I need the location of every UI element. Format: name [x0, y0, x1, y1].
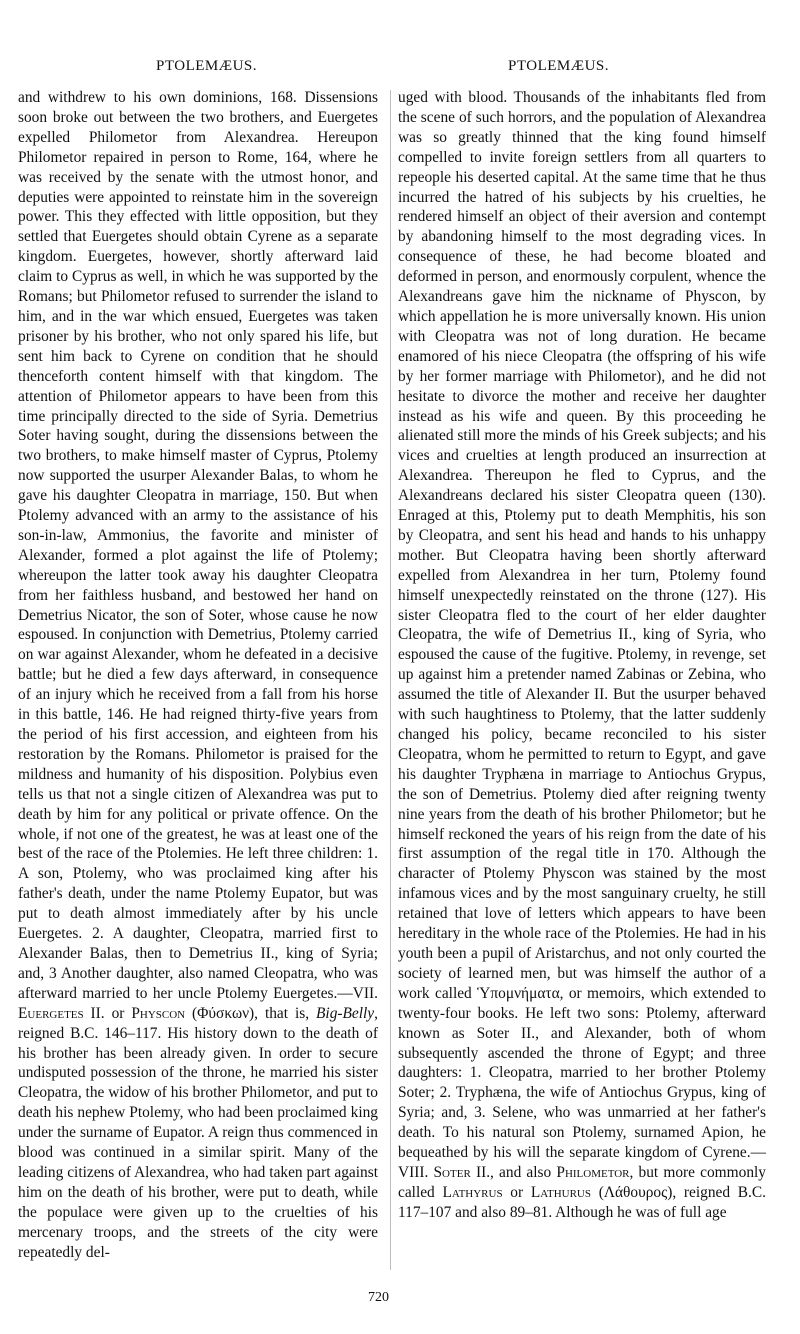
running-head-right: PTOLEMÆUS. — [508, 58, 609, 74]
body-text: or — [502, 1183, 531, 1201]
small-caps-name: Euergetes — [18, 1004, 84, 1022]
greek-title: Ὑπομνήματα — [477, 984, 560, 1002]
page-number: 720 — [368, 1290, 389, 1305]
entry-paragraph — [18, 88, 378, 1262]
column-divider — [390, 90, 391, 1270]
body-text: , reigned B.C. 146–117. His history down to the death of his brother has been already given. In order to secure undisputed possession of the throne, he married his sister Cleopatra, the widow of his brother Philometor, and put to death his nephew Ptolemy, who had been proclaimed king under the surname of Eupator. A reign thus commenced in blood was continued in a similar spirit. Many of the leading citizens of Alexandrea, who had taken part against him on the death of his brother, were put to death, while the populace were given up to the cruelties of his mercenary troops, and the streets of the city were repeatedly del- — [18, 1004, 378, 1261]
running-head-left: PTOLEMÆUS. — [156, 58, 257, 74]
small-caps-name: Lathurus — [530, 1183, 591, 1201]
body-text: II. or — [83, 1004, 132, 1022]
body-text: and withdrew to his own dominions, 168. Dissensions soon broke out between the two brothers, and Euergetes expelled Philometor from Alexandrea. Hereupon Philometor repaired in person to Rome, 164, where he was received by the senate with the utmost honor, and deputies were appointed to reinstate him in the sovereign power. This they effected with little opposition, but they settled that Euergetes should obtain Cyrene as a separate kingdom. Euergetes, however, shortly afterward laid claim to Cyprus as well, in which he was supported by the Romans; but Philometor refused to surrender the island to him, and in the war which ensued, Euergetes was taken prisoner by his brother, who not only spared his life, but sent him back to Cyrene on condition that he should thenceforth content himself with that kingdom. The attention of Philometor appears to have been from this time principally directed to the side of Syria. Demetrius Soter having sought, during the dissensions between the two brothers, to make himself master of Cyprus, Ptolemy now supported the usurper Alexander Balas, to whom he gave his daughter Cleopatra in marriage, 150. But when Ptolemy advanced with an army to the assistance of his son-in-law, Ammonius, the favorite and minister of Alexander, formed a plot against the life of Ptolemy; whereupon the latter took away his daughter Cleopatra from her faithless husband, and bestowed her hand on Demetrius Nicator, the son of Soter, whose cause he now espoused. In conjunction with Demetrius, Ptolemy carried on war against Alexander, whom he defeated in a decisive battle; but he died a few days afterward, in consequence of an injury which he received from a fall from his horse in this battle, 146. He had reigned thirty-five years from the period of his first accession, and eighteen from his restoration by the Romans. Philometor is praised for the mildness and humanity of his disposition. Polybius even tells us that not a single citizen of Alexandrea was put to death by him for any political or private offence. On the whole, if not one of the greatest, he was at least one of the best of the race of the Ptolemies. He left three children: 1. A son, Ptolemy, who was proclaimed king after his father's death, under the name Ptolemy Eupator, but was put to death almost immediately after by his uncle Euergetes. 2. A daughter, Cleopatra, married first to Alexander Balas, then to Demetrius II., king of Syria; and, 3 Another daughter, also named Cleopatra, who was afterward married to her uncle Ptolemy Euergetes. — [18, 89, 378, 1002]
small-caps-name: Physcon — [131, 1004, 186, 1022]
body-text: —VII. — [337, 984, 378, 1002]
body-text: (Φύσκων), that is, — [185, 1004, 317, 1022]
small-caps-name: Lathyrus — [442, 1183, 503, 1201]
body-text: II., and also — [470, 1163, 557, 1181]
left-column — [18, 88, 378, 1262]
small-caps-name: Philometor — [556, 1163, 630, 1181]
body-text: , but more commonly called — [398, 1163, 766, 1201]
right-column — [398, 88, 766, 1223]
entry-paragraph — [398, 88, 766, 1223]
body-text: , or memoirs, which extended to twenty-four books. He left two sons: Ptolemy, afterward known as Soter II., and Alexander, both of whom subsequently ascended the throne of Egypt; and three daughters: 1. Cleopatra, married to her brother Ptolemy Soter; 2. Tryphæna, the wife of Antiochus Grypus, king of Syria; and, 3. Selene, who was unmarried at her father's death. To his natural son Ptolemy, surnamed Apion, he bequeathed by his will the separate kingdom of Cyrene.—VIII. — [398, 984, 767, 1181]
body-text: uged with blood. Thousands of the inhabitants fled from the scene of such horrors, and the population of Alexandrea was so greatly thinned that the king found himself compelled to invite foreign settlers from all quarters to repeople his deserted capital. At the same time that he thus incurred the hatred of his subjects by his cruelties, he rendered himself an object of their aversion and contempt by abandoning himself to the most degrading vices. In consequence of these, he had become bloated and deformed in person, and enormously corpulent, whence the Alexandreans gave him the nickname of Physcon, by which appellation he is more universally known. His union with Cleopatra was not of long duration. He became enamored of his niece Cleopatra (the offspring of his wife by her former marriage with Philometor), and he did not hesitate to divorce the mother and receive her daughter instead as his wife and queen. By this proceeding he alienated still more the minds of his Greek subjects; and his vices and cruelties at length produced an insurrection at Alexandrea. Thereupon he fled to Cyprus, and the Alexandreans declared his sister Cleopatra queen (130). Enraged at this, Ptolemy put to death Memphitis, his son by Cleopatra, and sent his head and hands to his unhappy mother. But Cleopatra having been shortly afterward expelled from Alexandrea in her turn, Ptolemy found himself unexpectedly reinstated on the throne (127). His sister Cleopatra fled to the court of her elder daughter Cleopatra, the wife of Demetrius II., king of Syria, who espoused the cause of the fugitive. Ptolemy, in revenge, set up against him a pretender named Zabinas or Zebina, who assumed the title of Alexander II. But the usurper behaved with such haughtiness to Ptolemy, that the latter suddenly changed his policy, became reconciled to his sister Cleopatra, whom he permitted to return to Egypt, and gave his daughter Tryphæna in marriage to Antiochus Grypus, the son of Demetrius. Ptolemy died after reigning twenty nine years from the death of his brother Philometor; but he himself reckoned the years of his reign from the date of his first assumption of the regal title in 170. Although the character of Ptolemy Physcon was stained by the most infamous vices and by the most sanguinary cruelty, he still retained that love of letters which appears to have been hereditary in the whole race of the Ptolemies. He had in his youth been a pupil of Aristarchus, and not only courted the society of learned men, but was himself the author of a work called — [398, 89, 766, 1002]
body-text: (Λάθουρος), reigned B.C. 117–107 and also 89–81. Although he was of full age — [398, 1183, 766, 1221]
italic-epithet: Big-Belly — [316, 1004, 375, 1022]
small-caps-name: Soter — [433, 1163, 471, 1181]
